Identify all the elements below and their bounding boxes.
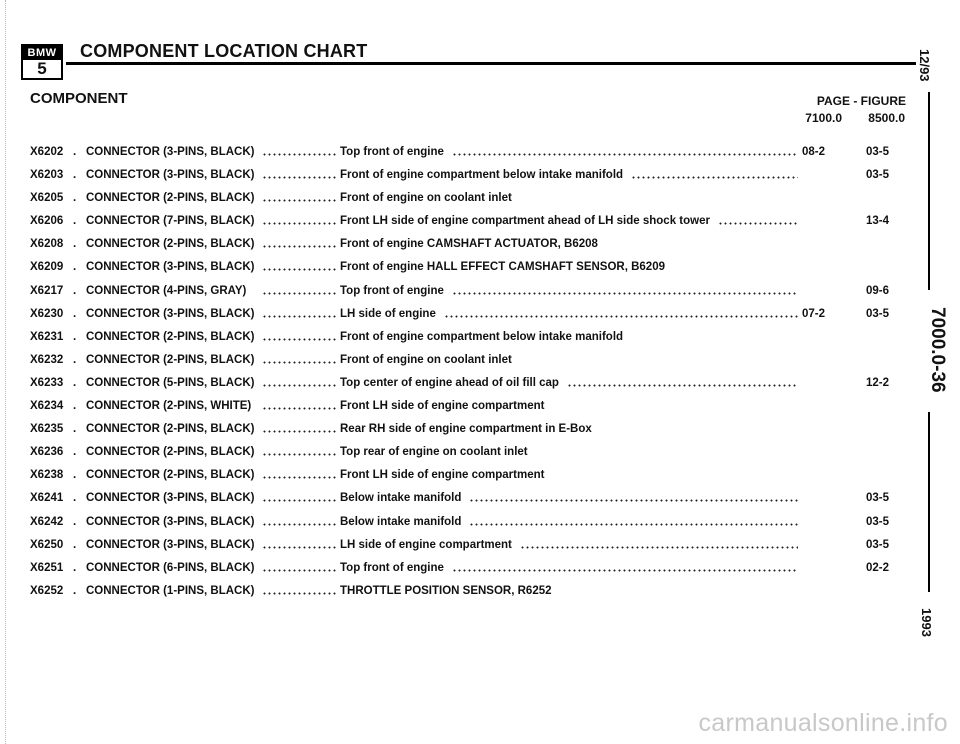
component-id: X6250 [30, 538, 64, 551]
component-name: CONNECTOR (2-PINS, BLACK) [86, 423, 255, 436]
leader-dots [262, 199, 336, 202]
table-row [0, 514, 960, 537]
table-row [0, 236, 960, 259]
id-separator: . [73, 515, 77, 528]
table-row [0, 306, 960, 329]
figure-reference: 03-5 [866, 538, 890, 551]
leader-dots [262, 361, 336, 364]
table-row [0, 444, 960, 467]
page-reference: 08-2 [802, 146, 826, 158]
leader-dots [262, 153, 336, 156]
component-name: CONNECTOR (2-PINS, BLACK) [86, 353, 255, 366]
id-separator: . [73, 400, 77, 413]
component-id: X6231 [30, 330, 64, 343]
sidebar-rule-top [928, 92, 930, 290]
component-location: Top front of engine [340, 561, 444, 574]
leader-dots [262, 176, 336, 179]
leader-dots [262, 546, 336, 549]
page-ref-header: 7100.0 [805, 111, 842, 125]
component-list [0, 144, 960, 606]
component-location: Front LH side of engine compartment [340, 469, 545, 482]
component-id: X6230 [30, 307, 64, 320]
id-separator: . [73, 146, 77, 158]
component-name: CONNECTOR (1-PINS, BLACK) [86, 584, 255, 597]
table-row [0, 352, 960, 375]
component-name: CONNECTOR (2-PINS, BLACK) [86, 238, 255, 251]
bmw-5-series-logo [21, 44, 63, 80]
logo-brand: BMW [23, 46, 61, 60]
id-separator: . [73, 330, 77, 343]
component-id: X6238 [30, 469, 64, 482]
figure-reference: 03-5 [866, 169, 890, 182]
component-name: CONNECTOR (2-PINS, BLACK) [86, 330, 255, 343]
leader-dots [262, 245, 336, 248]
id-separator: . [73, 238, 77, 251]
table-row [0, 421, 960, 444]
component-name: CONNECTOR (3-PINS, BLACK) [86, 538, 255, 551]
component-location: LH side of engine [340, 307, 436, 320]
leader-dots [262, 338, 336, 341]
figure-reference: 03-5 [866, 492, 890, 505]
component-name: CONNECTOR (2-PINS, BLACK) [86, 446, 255, 459]
component-location: Below intake manifold [340, 492, 462, 505]
table-row [0, 190, 960, 213]
component-id: X6252 [30, 584, 64, 597]
figure-reference: 13-4 [866, 215, 890, 228]
leader-dots [520, 546, 798, 549]
component-location: Top center of engine ahead of oil fill cap [340, 376, 559, 389]
leader-dots [452, 569, 798, 572]
leader-dots [262, 268, 336, 271]
component-location: Below intake manifold [340, 515, 462, 528]
id-separator: . [73, 423, 77, 436]
leader-dots [262, 569, 336, 572]
logo-series: 5 [37, 59, 47, 78]
component-id: X6217 [30, 284, 64, 297]
component-name: CONNECTOR (6-PINS, BLACK) [86, 561, 255, 574]
component-id: X6234 [30, 400, 64, 413]
figure-reference: 03-5 [866, 146, 890, 158]
id-separator: . [73, 215, 77, 228]
component-name: CONNECTOR (2-PINS, BLACK) [86, 469, 255, 482]
figure-reference: 09-6 [866, 284, 890, 297]
leader-dots [262, 292, 336, 295]
component-id: X6209 [30, 261, 64, 274]
leader-dots [469, 523, 798, 526]
component-location: Front of engine CAMSHAFT ACTUATOR, B6208 [340, 238, 598, 251]
component-column-header: COMPONENT [30, 90, 128, 107]
id-separator: . [73, 376, 77, 389]
leader-dots [262, 315, 336, 318]
leader-dots [262, 499, 336, 502]
component-location: THROTTLE POSITION SENSOR, R6252 [340, 584, 552, 597]
table-row [0, 167, 960, 190]
id-separator: . [73, 169, 77, 182]
leader-dots [567, 384, 798, 387]
id-separator: . [73, 307, 77, 320]
leader-dots [631, 176, 798, 179]
component-id: X6233 [30, 376, 64, 389]
leader-dots [444, 315, 798, 318]
id-separator: . [73, 261, 77, 274]
component-location: Front of engine compartment below intake manifold [340, 169, 624, 182]
title-rule [66, 62, 916, 65]
figure-ref-header: 8500.0 [868, 111, 905, 125]
table-row [0, 560, 960, 583]
leader-dots [262, 222, 336, 225]
component-name: CONNECTOR (3-PINS, BLACK) [86, 307, 255, 320]
component-location: Rear RH side of engine compartment in E-Box [340, 423, 592, 436]
figure-reference: 02-2 [866, 561, 890, 574]
page-figure-header: PAGE - FIGURE [816, 94, 906, 108]
table-row [0, 537, 960, 560]
component-name: CONNECTOR (3-PINS, BLACK) [86, 261, 255, 274]
id-separator: . [73, 353, 77, 366]
leader-dots [452, 292, 798, 295]
component-location: Top front of engine [340, 146, 444, 158]
component-id: X6235 [30, 423, 64, 436]
component-location: Front LH side of engine compartment [340, 400, 545, 413]
id-separator: . [73, 469, 77, 482]
table-row [0, 467, 960, 490]
page-title: COMPONENT LOCATION CHART [80, 41, 368, 61]
leader-dots [469, 499, 798, 502]
sidebar-page-code: 7000.0-36 [927, 307, 948, 393]
id-separator: . [73, 446, 77, 459]
leader-dots [262, 476, 336, 479]
component-location: Front of engine on coolant inlet [340, 192, 512, 205]
component-name: CONNECTOR (2-PINS, WHITE) [86, 400, 252, 413]
figure-reference: 03-5 [866, 307, 890, 320]
component-name: CONNECTOR (7-PINS, BLACK) [86, 215, 255, 228]
component-name: CONNECTOR (3-PINS, BLACK) [86, 146, 255, 158]
component-id: X6251 [30, 561, 64, 574]
leader-dots [718, 222, 798, 225]
figure-reference: 03-5 [866, 515, 890, 528]
component-id: X6241 [30, 492, 64, 505]
component-name: CONNECTOR (2-PINS, BLACK) [86, 192, 255, 205]
component-name: CONNECTOR (3-PINS, BLACK) [86, 169, 255, 182]
id-separator: . [73, 192, 77, 205]
component-id: X6205 [30, 192, 64, 205]
table-row [0, 398, 960, 421]
component-location: Front of engine on coolant inlet [340, 353, 512, 366]
watermark: carmanualsonline.info [698, 709, 948, 737]
table-row [0, 144, 960, 167]
sidebar-date: 12/93 [917, 49, 932, 82]
leader-dots [262, 523, 336, 526]
page-reference: 07-2 [802, 307, 826, 320]
component-location: Front of engine compartment below intake manifold [340, 330, 624, 343]
component-name: CONNECTOR (5-PINS, BLACK) [86, 376, 255, 389]
id-separator: . [73, 584, 77, 597]
id-separator: . [73, 538, 77, 551]
sidebar-rule-middle [928, 412, 930, 592]
leader-dots [262, 407, 336, 410]
component-id: X6242 [30, 515, 64, 528]
leader-dots [262, 453, 336, 456]
component-location: Top front of engine [340, 284, 444, 297]
id-separator: . [73, 492, 77, 505]
table-row [0, 329, 960, 352]
sidebar-year: 1993 [919, 608, 934, 637]
component-id: X6236 [30, 446, 64, 459]
component-location: Front of engine HALL EFFECT CAMSHAFT SENSOR, B6209 [340, 261, 665, 274]
figure-reference: 12-2 [866, 376, 890, 389]
component-name: CONNECTOR (4-PINS, GRAY) [86, 284, 247, 297]
leader-dots [262, 592, 336, 595]
component-location: LH side of engine compartment [340, 538, 512, 551]
table-row [0, 259, 960, 282]
component-location: Top rear of engine on coolant inlet [340, 446, 528, 459]
table-row [0, 490, 960, 513]
component-id: X6206 [30, 215, 64, 228]
leader-dots [262, 430, 336, 433]
component-name: CONNECTOR (3-PINS, BLACK) [86, 492, 255, 505]
component-id: X6203 [30, 169, 64, 182]
table-row [0, 583, 960, 606]
component-location: Front LH side of engine compartment ahead of LH side shock tower [340, 215, 710, 228]
leader-dots [262, 384, 336, 387]
component-id: X6208 [30, 238, 64, 251]
component-id: X6232 [30, 353, 64, 366]
table-row [0, 375, 960, 398]
table-row [0, 213, 960, 236]
leader-dots [452, 153, 798, 156]
table-row [0, 283, 960, 306]
component-id: X6202 [30, 146, 64, 158]
component-name: CONNECTOR (3-PINS, BLACK) [86, 515, 255, 528]
id-separator: . [73, 284, 77, 297]
id-separator: . [73, 561, 77, 574]
